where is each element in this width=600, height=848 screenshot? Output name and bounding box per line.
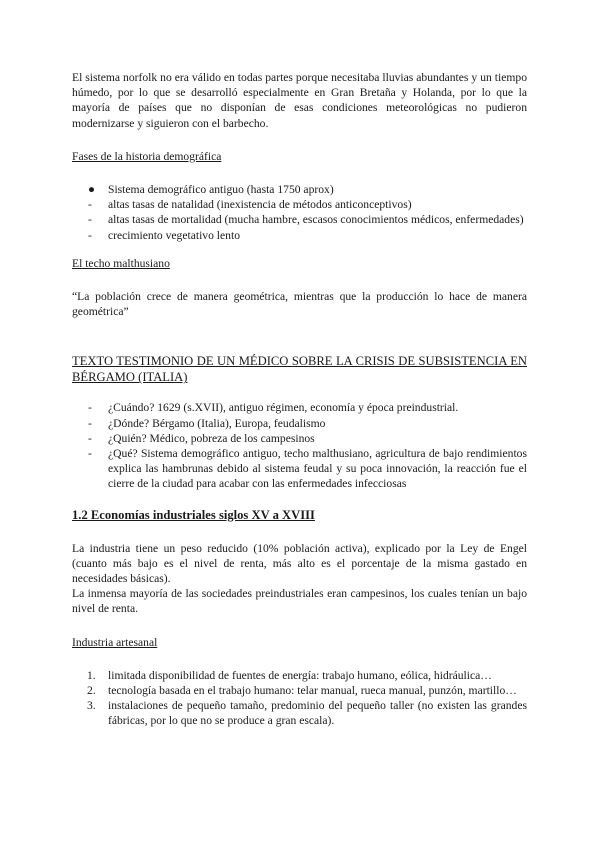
list-item: ● Sistema demográfico antiguo (hasta 1750 aprox) bbox=[88, 183, 334, 197]
heading-texto-testimonio: TEXTO TESTIMONIO DE UN MÉDICO SOBRE LA CRISIS DE SUBSISTENCIA EN BÉRGAMO (ITALIA) bbox=[72, 354, 527, 385]
list-item: 1. limitada disponibilidad de fuentes de energía: trabajo humano, eólica, hidráulica… bbox=[87, 668, 492, 682]
list-item: - crecimiento vegetativo lento bbox=[88, 228, 240, 242]
list-item: 3. instalaciones de pequeño tamaño, predominio del pequeño taller (no existen las grandes fábricas, por lo que no se produce a gran escala). bbox=[87, 699, 527, 728]
number-marker: 2. bbox=[87, 684, 96, 698]
bullet-icon: ● bbox=[88, 183, 96, 197]
list-item: 2. tecnología basada en el trabajo humano: telar manual, rueca manual, punzón, martillo… bbox=[87, 684, 517, 698]
document-page bbox=[72, 70, 527, 729]
dash-marker: - bbox=[88, 213, 92, 227]
dash-marker: - bbox=[88, 431, 92, 445]
list-artesanal bbox=[72, 668, 527, 729]
list-texto bbox=[72, 400, 527, 491]
list-item: - ¿Cuándo? 1629 (s.XVII), antiguo régimen, economía y época preindustrial. bbox=[88, 401, 459, 415]
list-item: - altas tasas de mortalidad (mucha hambre, escasos conocimientos médicos, enfermedades) bbox=[88, 213, 524, 227]
paragraph-industria-2: La inmensa mayoría de las sociedades preindustriales eran campesinos, los cuales tenían un bajo nivel de renta. bbox=[72, 587, 527, 616]
number-marker: 3. bbox=[87, 699, 96, 713]
dash-marker: - bbox=[88, 198, 92, 212]
dash-marker: - bbox=[88, 228, 92, 242]
dash-marker: - bbox=[88, 416, 92, 430]
number-marker: 1. bbox=[87, 668, 96, 682]
paragraph-quote: “La población crece de manera geométrica, mientras que la producción lo hace de manera geométrica” bbox=[72, 290, 527, 319]
list-item: - ¿Dónde? Bérgamo (Italia), Europa, feudalismo bbox=[88, 416, 326, 430]
dash-marker: - bbox=[88, 401, 92, 415]
heading-techo: El techo malthusiano bbox=[72, 256, 170, 270]
list-item: - ¿Qué? Sistema demográfico antiguo, techo malthusiano, agricultura de bajo rendimientos explica las hambrunas debido al sistema feudal y su poca innovación, la reacción fue el cierre de la ciudad para acabar con las enfermedades infecciosas bbox=[88, 447, 527, 491]
heading-economias-industriales: 1.2 Economías industriales siglos XV a XVIII bbox=[72, 507, 315, 522]
heading-industria-artesanal: Industria artesanal bbox=[72, 635, 158, 649]
list-item: - altas tasas de natalidad (inexistencia de métodos anticonceptivos) bbox=[88, 198, 412, 212]
paragraph-industria-1: La industria tiene un peso reducido (10% población activa), explicado por la Ley de Engel (cuanto más bajo es el nivel de renta, más alto es el porcentaje de la misma gastado en necesidades básicas). bbox=[72, 541, 527, 586]
dash-marker: - bbox=[88, 447, 92, 461]
list-fases bbox=[72, 182, 527, 243]
paragraph-norfolk: El sistema norfolk no era válido en todas partes porque necesitaba lluvias abundantes y un tiempo húmedo, por lo que se desarrolló especialmente en Gran Bretaña y Holanda, por lo que la mayoría de países que no disponían de esas condiciones meteorológicas no pudieron modernizarse y siguieron con el barbecho. bbox=[72, 71, 527, 130]
list-item: - ¿Quién? Médico, pobreza de los campesinos bbox=[88, 431, 315, 445]
heading-fases: Fases de la historia demográfica bbox=[72, 149, 222, 163]
